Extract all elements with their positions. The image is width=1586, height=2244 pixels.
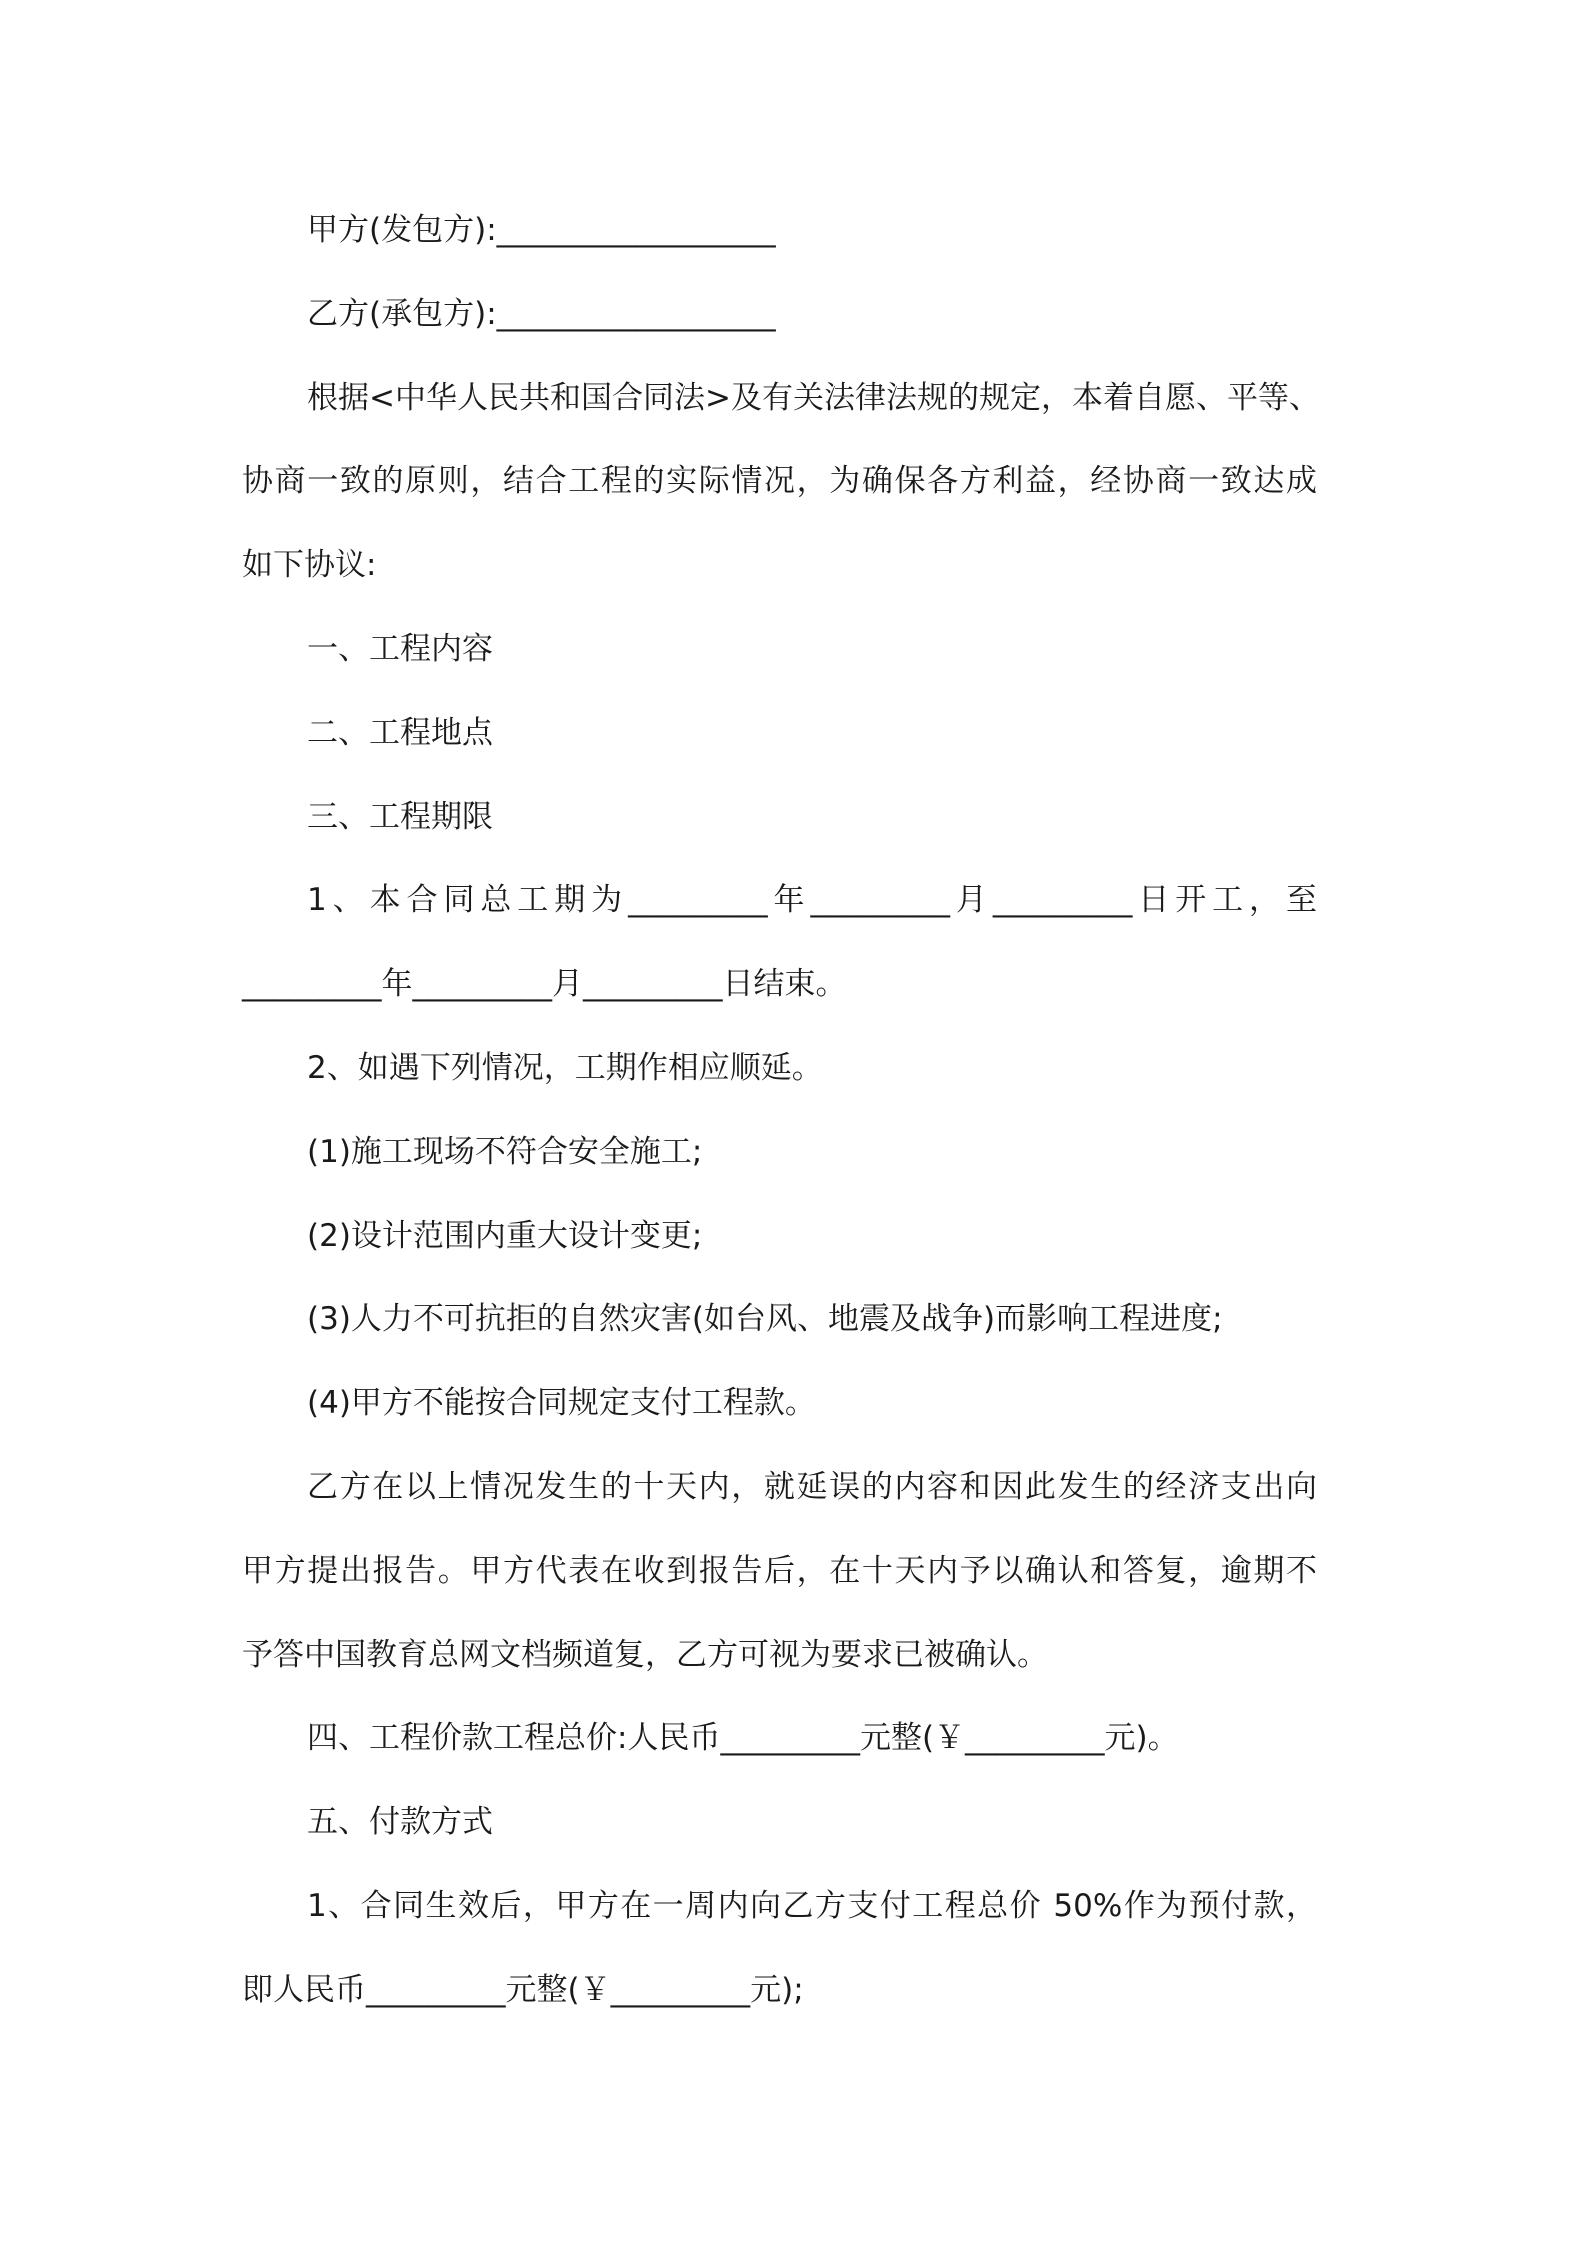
document-text-line: 1、合同生效后，甲方在一周内向乙方支付工程总价 50%作为预付款， xyxy=(307,1887,1317,1924)
document-text-line: 如下协议: xyxy=(242,547,377,584)
document-text-line: 2、如遇下列情况，工期作相应顺延。 xyxy=(307,1049,823,1086)
document-text-line: _________年_________月_________日结束。 xyxy=(242,966,847,1003)
document-text-line: 五、付款方式 xyxy=(307,1804,493,1841)
document-text-line: 乙方在以上情况发生的十天内，就延误的内容和因此发生的经济支出向 xyxy=(307,1468,1317,1505)
document-text-line: 甲方(发包方):__________________ xyxy=(307,212,776,248)
document-text-line: 二、工程地点 xyxy=(307,714,493,751)
document-text-line: 予答中国教育总网文档频道复，乙方可视为要求已被确认。 xyxy=(242,1636,1048,1673)
document-text-line: 乙方(承包方):__________________ xyxy=(307,295,776,332)
document-text-line: (3)人力不可抗拒的自然灾害(如台风、地震及战争)而影响工程进度; xyxy=(307,1301,1223,1338)
document-text-line: 甲方提出报告。甲方代表在收到报告后，在十天内予以确认和答复，逾期不 xyxy=(242,1552,1317,1589)
document-text-line: 1、本合同总工期为_________年_________月_________日开工，至 xyxy=(307,882,1317,919)
document-text-line: 即人民币_________元整(￥_________元); xyxy=(242,1971,804,2008)
document-text-line: 协商一致的原则，结合工程的实际情况，为确保各方利益，经协商一致达成 xyxy=(242,463,1317,500)
document-text-line: 四、工程价款工程总价:人民币_________元整(￥_________元)。 xyxy=(307,1720,1179,1757)
document-text-line: 根据<中华人民共和国合同法>及有关法律法规的规定，本着自愿、平等、 xyxy=(307,379,1320,416)
document-text-line: (1)施工现场不符合安全施工; xyxy=(307,1133,703,1170)
document-text-line: (2)设计范围内重大设计变更; xyxy=(307,1217,703,1254)
document-page xyxy=(242,189,1320,2033)
document-text-line: (4)甲方不能按合同规定支付工程款。 xyxy=(307,1385,816,1422)
document-text-line: 一、工程内容 xyxy=(307,630,493,667)
document-text-line: 三、工程期限 xyxy=(307,798,493,835)
